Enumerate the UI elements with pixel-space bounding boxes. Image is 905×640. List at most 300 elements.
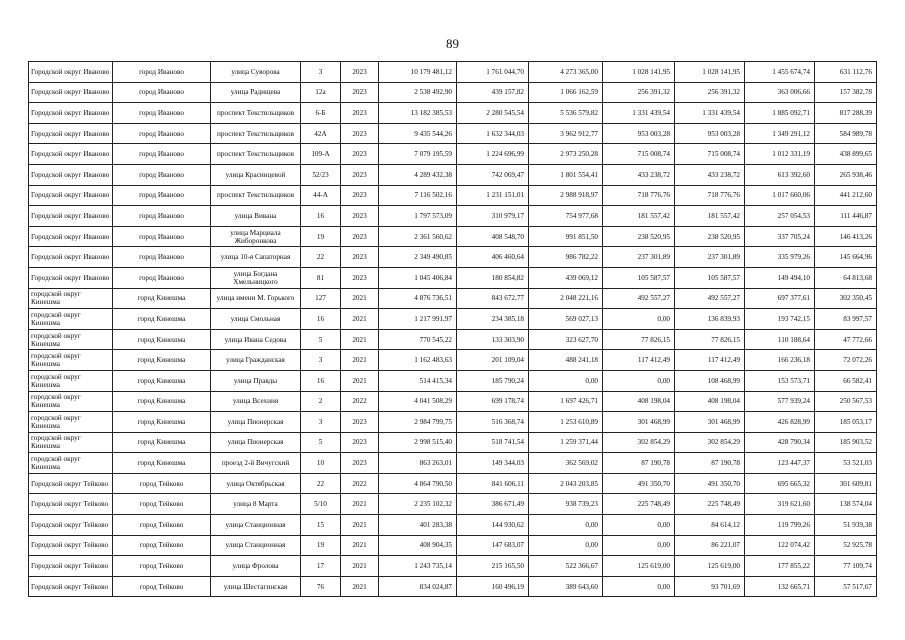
- cell-cost-col-2: 1 761 044,70: [457, 62, 529, 83]
- cell-cost-col-5: 87 190,78: [675, 453, 745, 474]
- cell-city: город Иваново: [113, 62, 211, 83]
- table-row: [29, 412, 877, 433]
- cell-district: городской округ Кинешма: [29, 391, 113, 412]
- cell-cost-col-2: 408 548,70: [457, 226, 529, 247]
- cell-cost-col-4: 117 412,49: [603, 350, 675, 371]
- cell-cost-col-6: 695 665,32: [745, 473, 815, 494]
- cell-district: городской округ Кинешма: [29, 370, 113, 391]
- cell-year: 2021: [341, 576, 379, 597]
- cell-year: 2023: [341, 432, 379, 453]
- cell-cost-col-4: 302 854,29: [603, 432, 675, 453]
- cell-district: Городской округ Иваново: [29, 206, 113, 227]
- cell-cost-col-3: 991 851,50: [529, 226, 603, 247]
- cell-street: улица Октябрьская: [211, 473, 301, 494]
- cell-cost-col-3: 1 801 554,41: [529, 164, 603, 185]
- cell-district: Городской округ Тейково: [29, 494, 113, 515]
- cell-cost-col-4: 491 350,70: [603, 473, 675, 494]
- cell-cost-col-2: 215 165,50: [457, 556, 529, 577]
- table-row: [29, 62, 877, 83]
- cell-cost-col-4: 0,00: [603, 309, 675, 330]
- table-body: [29, 62, 877, 597]
- cell-cost-col-2: 234 385,18: [457, 309, 529, 330]
- cell-cost-col-4: 0,00: [603, 515, 675, 536]
- cell-cost-col-5: 237 301,89: [675, 247, 745, 268]
- cell-house-number: 42А: [301, 123, 341, 144]
- cell-cost-col-6: 257 054,53: [745, 206, 815, 227]
- cell-year: 2021: [341, 535, 379, 556]
- cell-street: улица Станционная: [211, 515, 301, 536]
- table-row: [29, 535, 877, 556]
- cell-total-cost: 2 235 102,32: [379, 494, 457, 515]
- cell-district: Городской округ Иваново: [29, 247, 113, 268]
- cell-cost-col-2: 518 741,54: [457, 432, 529, 453]
- cell-cost-col-2: 185 790,24: [457, 370, 529, 391]
- cell-cost-col-7: 51 939,38: [815, 515, 877, 536]
- cell-cost-col-6: 363 006,66: [745, 82, 815, 103]
- cell-cost-col-2: 180 854,82: [457, 267, 529, 288]
- cell-cost-col-4: 1 028 141,95: [603, 62, 675, 83]
- cell-year: 2021: [341, 370, 379, 391]
- cell-district: городской округ Кинешма: [29, 288, 113, 309]
- cell-cost-col-5: 181 557,42: [675, 206, 745, 227]
- cell-street: улица имени М. Горького: [211, 288, 301, 309]
- cell-cost-col-5: 225 748,49: [675, 494, 745, 515]
- cell-cost-col-7: 53 521,03: [815, 453, 877, 474]
- cell-cost-col-2: 742 069,47: [457, 164, 529, 185]
- cell-house-number: 16: [301, 370, 341, 391]
- cell-street: улица Пионерская: [211, 432, 301, 453]
- table-row: [29, 288, 877, 309]
- cell-cost-col-3: 0,00: [529, 370, 603, 391]
- cell-district: Городской округ Иваново: [29, 164, 113, 185]
- cell-district: Городской округ Тейково: [29, 515, 113, 536]
- cell-house-number: 12а: [301, 82, 341, 103]
- cell-cost-col-3: 1 259 371,44: [529, 432, 603, 453]
- cell-street: проезд 2-й Вичугский: [211, 453, 301, 474]
- cell-city: город Иваново: [113, 226, 211, 247]
- cell-house-number: 5: [301, 329, 341, 350]
- cell-cost-col-3: 2 988 918,97: [529, 185, 603, 206]
- table-row: [29, 494, 877, 515]
- table-row: [29, 247, 877, 268]
- cell-cost-col-6: 697 377,61: [745, 288, 815, 309]
- cell-cost-col-6: 428 790,34: [745, 432, 815, 453]
- cell-house-number: 19: [301, 535, 341, 556]
- cell-district: Городской округ Тейково: [29, 535, 113, 556]
- cell-cost-col-2: 516 368,74: [457, 412, 529, 433]
- cell-cost-col-3: 488 241,18: [529, 350, 603, 371]
- cell-total-cost: 4 289 432,38: [379, 164, 457, 185]
- cell-street: улица Пионерская: [211, 412, 301, 433]
- table-row: [29, 453, 877, 474]
- cell-cost-col-6: 1 349 291,12: [745, 123, 815, 144]
- cell-total-cost: 13 182 385,53: [379, 103, 457, 124]
- cell-city: город Иваново: [113, 144, 211, 165]
- cell-cost-col-4: 408 198,04: [603, 391, 675, 412]
- cell-cost-col-3: 1 066 162,59: [529, 82, 603, 103]
- cell-cost-col-2: 160 496,19: [457, 576, 529, 597]
- cell-year: 2021: [341, 494, 379, 515]
- cell-street: улица Правды: [211, 370, 301, 391]
- cell-cost-col-5: 77 826,15: [675, 329, 745, 350]
- cell-city: город Кинешма: [113, 370, 211, 391]
- cell-cost-col-6: 1 885 092,71: [745, 103, 815, 124]
- table-row: [29, 576, 877, 597]
- cell-house-number: 127: [301, 288, 341, 309]
- cell-district: Городской округ Иваново: [29, 144, 113, 165]
- cell-total-cost: 7 116 502,16: [379, 185, 457, 206]
- cell-cost-col-5: 491 350,70: [675, 473, 745, 494]
- page-number: 89: [446, 36, 459, 51]
- cell-city: город Кинешма: [113, 350, 211, 371]
- cell-cost-col-5: 715 008,74: [675, 144, 745, 165]
- cell-cost-col-6: 613 392,60: [745, 164, 815, 185]
- cell-district: Городской округ Иваново: [29, 123, 113, 144]
- cell-total-cost: 10 179 481,12: [379, 62, 457, 83]
- cell-street: улица Ивана Седова: [211, 329, 301, 350]
- cell-cost-col-6: 119 799,26: [745, 515, 815, 536]
- cell-year: 2021: [341, 329, 379, 350]
- cell-city: город Тейково: [113, 576, 211, 597]
- cell-cost-col-4: 0,00: [603, 370, 675, 391]
- cell-total-cost: 401 283,38: [379, 515, 457, 536]
- cell-district: городской округ Кинешма: [29, 453, 113, 474]
- cell-city: город Иваново: [113, 185, 211, 206]
- cell-cost-col-3: 1 253 610,89: [529, 412, 603, 433]
- cell-cost-col-3: 0,00: [529, 515, 603, 536]
- cell-cost-col-7: 441 212,60: [815, 185, 877, 206]
- cell-district: Городской округ Иваново: [29, 185, 113, 206]
- cell-district: городской округ Кинешма: [29, 412, 113, 433]
- cell-cost-col-6: 166 236,18: [745, 350, 815, 371]
- cell-street: улица Суворова: [211, 62, 301, 83]
- cell-district: Городской округ Иваново: [29, 62, 113, 83]
- cell-city: город Кинешма: [113, 432, 211, 453]
- data-table: [28, 61, 877, 597]
- cell-cost-col-4: 125 619,00: [603, 556, 675, 577]
- table-row: [29, 329, 877, 350]
- cell-cost-col-6: 177 855,22: [745, 556, 815, 577]
- cell-city: город Иваново: [113, 247, 211, 268]
- cell-year: 2021: [341, 515, 379, 536]
- cell-year: 2023: [341, 82, 379, 103]
- cell-cost-col-7: 66 582,41: [815, 370, 877, 391]
- cell-cost-col-5: 1 028 141,95: [675, 62, 745, 83]
- cell-street: проспект Текстильщиков: [211, 185, 301, 206]
- cell-cost-col-4: 301 468,99: [603, 412, 675, 433]
- cell-total-cost: 1 797 573,09: [379, 206, 457, 227]
- cell-cost-col-7: 302 350,45: [815, 288, 877, 309]
- cell-cost-col-4: 105 587,57: [603, 267, 675, 288]
- cell-cost-col-5: 238 520,95: [675, 226, 745, 247]
- cell-cost-col-4: 238 520,95: [603, 226, 675, 247]
- cell-house-number: 3: [301, 350, 341, 371]
- cell-total-cost: 2 998 515,40: [379, 432, 457, 453]
- cell-cost-col-2: 843 672,77: [457, 288, 529, 309]
- cell-cost-col-5: 125 619,00: [675, 556, 745, 577]
- cell-cost-col-5: 105 587,57: [675, 267, 745, 288]
- table-row: [29, 267, 877, 288]
- cell-total-cost: 2 349 490,85: [379, 247, 457, 268]
- cell-cost-col-5: 302 854,29: [675, 432, 745, 453]
- cell-cost-col-2: 699 178,74: [457, 391, 529, 412]
- cell-year: 2023: [341, 185, 379, 206]
- cell-city: город Кинешма: [113, 288, 211, 309]
- cell-house-number: 17: [301, 556, 341, 577]
- cell-year: 2023: [341, 226, 379, 247]
- cell-year: 2022: [341, 473, 379, 494]
- table-row: [29, 185, 877, 206]
- cell-cost-col-5: 492 557,27: [675, 288, 745, 309]
- cell-cost-col-5: 117 412,49: [675, 350, 745, 371]
- table-row: [29, 556, 877, 577]
- cell-cost-col-3: 986 782,22: [529, 247, 603, 268]
- cell-cost-col-5: 86 221,07: [675, 535, 745, 556]
- cell-cost-col-6: 1 017 660,06: [745, 185, 815, 206]
- cell-city: город Кинешма: [113, 329, 211, 350]
- table-row: [29, 103, 877, 124]
- cell-district: Городской округ Иваново: [29, 226, 113, 247]
- cell-cost-col-2: 1 632 344,03: [457, 123, 529, 144]
- cell-cost-col-7: 52 925,78: [815, 535, 877, 556]
- cell-street: улица Радищева: [211, 82, 301, 103]
- cell-city: город Иваново: [113, 267, 211, 288]
- cell-cost-col-4: 718 776,76: [603, 185, 675, 206]
- table-row: [29, 206, 877, 227]
- cell-city: город Иваново: [113, 206, 211, 227]
- cell-cost-col-7: 138 574,04: [815, 494, 877, 515]
- cell-cost-col-5: 408 198,04: [675, 391, 745, 412]
- cell-cost-col-7: 146 413,26: [815, 226, 877, 247]
- cell-cost-col-4: 87 190,78: [603, 453, 675, 474]
- table-row: [29, 515, 877, 536]
- cell-year: 2021: [341, 350, 379, 371]
- cell-year: 2023: [341, 144, 379, 165]
- cell-street: улица Шестагинская: [211, 576, 301, 597]
- cell-cost-col-5: 84 614,12: [675, 515, 745, 536]
- cell-cost-col-6: 110 188,64: [745, 329, 815, 350]
- cell-house-number: 52/23: [301, 164, 341, 185]
- cell-year: 2023: [341, 123, 379, 144]
- cell-house-number: 3: [301, 62, 341, 83]
- cell-cost-col-5: 718 776,76: [675, 185, 745, 206]
- cell-cost-col-2: 386 671,49: [457, 494, 529, 515]
- table-row: [29, 144, 877, 165]
- cell-street: улица Богдана Хмельницкого: [211, 267, 301, 288]
- cell-cost-col-7: 72 072,26: [815, 350, 877, 371]
- cell-cost-col-2: 841 606,11: [457, 473, 529, 494]
- cell-total-cost: 4 876 736,51: [379, 288, 457, 309]
- cell-cost-col-5: 953 003,28: [675, 123, 745, 144]
- cell-cost-col-3: 2 043 203,85: [529, 473, 603, 494]
- cell-cost-col-6: 193 742,15: [745, 309, 815, 330]
- table-row: [29, 370, 877, 391]
- cell-year: 2022: [341, 391, 379, 412]
- cell-street: улица Смольная: [211, 309, 301, 330]
- cell-cost-col-2: 149 344,03: [457, 453, 529, 474]
- cell-year: 2023: [341, 453, 379, 474]
- cell-year: 2021: [341, 309, 379, 330]
- cell-cost-col-6: 123 447,37: [745, 453, 815, 474]
- cell-house-number: 15: [301, 515, 341, 536]
- cell-cost-col-3: 938 739,23: [529, 494, 603, 515]
- table-row: [29, 473, 877, 494]
- cell-cost-col-5: 301 468,99: [675, 412, 745, 433]
- cell-cost-col-6: 319 621,60: [745, 494, 815, 515]
- cell-district: городской округ Кинешма: [29, 309, 113, 330]
- cell-cost-col-7: 83 997,57: [815, 309, 877, 330]
- table-row: [29, 82, 877, 103]
- table-row: [29, 164, 877, 185]
- cell-street: проспект Текстильщиков: [211, 144, 301, 165]
- cell-cost-col-7: 157 382,78: [815, 82, 877, 103]
- cell-total-cost: 834 024,87: [379, 576, 457, 597]
- cell-district: Городской округ Тейково: [29, 576, 113, 597]
- cell-year: 2023: [341, 206, 379, 227]
- cell-house-number: 19: [301, 226, 341, 247]
- cell-cost-col-7: 631 112,76: [815, 62, 877, 83]
- cell-district: городской округ Кинешма: [29, 329, 113, 350]
- cell-city: город Кинешма: [113, 453, 211, 474]
- cell-cost-col-2: 1 231 151,01: [457, 185, 529, 206]
- cell-cost-col-7: 111 446,87: [815, 206, 877, 227]
- cell-cost-col-7: 77 109,74: [815, 556, 877, 577]
- cell-cost-col-4: 433 238,72: [603, 164, 675, 185]
- cell-year: 2021: [341, 556, 379, 577]
- cell-city: город Кинешма: [113, 412, 211, 433]
- cell-cost-col-6: 337 705,24: [745, 226, 815, 247]
- cell-year: 2023: [341, 247, 379, 268]
- cell-cost-col-3: 2 973 250,28: [529, 144, 603, 165]
- cell-cost-col-2: 2 280 545,54: [457, 103, 529, 124]
- cell-street: улица Марциала Жиборонкова: [211, 226, 301, 247]
- cell-cost-col-6: 1 012 331,19: [745, 144, 815, 165]
- cell-house-number: 2: [301, 391, 341, 412]
- cell-year: 2023: [341, 267, 379, 288]
- cell-cost-col-4: 715 008,74: [603, 144, 675, 165]
- cell-cost-col-4: 225 748,49: [603, 494, 675, 515]
- cell-cost-col-7: 265 938,46: [815, 164, 877, 185]
- cell-total-cost: 7 079 195,59: [379, 144, 457, 165]
- cell-cost-col-6: 577 939,24: [745, 391, 815, 412]
- cell-street: проспект Текстильщиков: [211, 103, 301, 124]
- cell-district: Городской округ Тейково: [29, 473, 113, 494]
- cell-cost-col-7: 47 772,66: [815, 329, 877, 350]
- cell-cost-col-6: 122 074,42: [745, 535, 815, 556]
- cell-house-number: 16: [301, 309, 341, 330]
- cell-cost-col-5: 433 238,72: [675, 164, 745, 185]
- cell-district: Городской округ Тейково: [29, 556, 113, 577]
- cell-cost-col-2: 1 224 696,99: [457, 144, 529, 165]
- cell-street: улица 10-я Сапаторная: [211, 247, 301, 268]
- cell-cost-col-3: 323 627,70: [529, 329, 603, 350]
- cell-cost-col-3: 0,00: [529, 535, 603, 556]
- table-row: [29, 226, 877, 247]
- cell-total-cost: 9 435 544,26: [379, 123, 457, 144]
- cell-cost-col-6: 149 494,10: [745, 267, 815, 288]
- cell-street: улица Вивана: [211, 206, 301, 227]
- cell-total-cost: 4 041 508,29: [379, 391, 457, 412]
- cell-house-number: 44-А: [301, 185, 341, 206]
- cell-cost-col-2: 133 303,90: [457, 329, 529, 350]
- cell-cost-col-6: 132 665,71: [745, 576, 815, 597]
- cell-cost-col-5: 108 468,99: [675, 370, 745, 391]
- cell-cost-col-2: 147 683,07: [457, 535, 529, 556]
- cell-city: город Иваново: [113, 164, 211, 185]
- cell-total-cost: 1 243 735,14: [379, 556, 457, 577]
- cell-cost-col-4: 492 557,27: [603, 288, 675, 309]
- cell-street: улица 8 Марта: [211, 494, 301, 515]
- cell-cost-col-6: 1 455 674,74: [745, 62, 815, 83]
- cell-total-cost: 514 415,34: [379, 370, 457, 391]
- cell-total-cost: 2 984 799,75: [379, 412, 457, 433]
- cell-city: город Тейково: [113, 473, 211, 494]
- cell-cost-col-4: 0,00: [603, 535, 675, 556]
- cell-cost-col-6: 335 979,26: [745, 247, 815, 268]
- cell-cost-col-3: 522 366,67: [529, 556, 603, 577]
- cell-total-cost: 1 217 991,97: [379, 309, 457, 330]
- table-row: [29, 123, 877, 144]
- cell-street: улица Фролова: [211, 556, 301, 577]
- cell-street: улица Красинцевой: [211, 164, 301, 185]
- cell-cost-col-5: 256 391,32: [675, 82, 745, 103]
- cell-house-number: 81: [301, 267, 341, 288]
- cell-city: город Тейково: [113, 494, 211, 515]
- cell-total-cost: 2 538 492,90: [379, 82, 457, 103]
- cell-year: 2021: [341, 288, 379, 309]
- cell-total-cost: 863 263,01: [379, 453, 457, 474]
- cell-district: городской округ Кинешма: [29, 350, 113, 371]
- cell-city: город Тейково: [113, 556, 211, 577]
- cell-cost-col-3: 569 027,13: [529, 309, 603, 330]
- cell-cost-col-4: 1 331 439,54: [603, 103, 675, 124]
- cell-cost-col-2: 310 979,17: [457, 206, 529, 227]
- cell-cost-col-4: 181 557,42: [603, 206, 675, 227]
- table-row: [29, 309, 877, 330]
- cell-cost-col-2: 201 109,04: [457, 350, 529, 371]
- cell-year: 2023: [341, 164, 379, 185]
- cell-cost-col-7: 584 989,78: [815, 123, 877, 144]
- cell-city: город Иваново: [113, 103, 211, 124]
- cell-city: город Иваново: [113, 82, 211, 103]
- cell-cost-col-7: 438 899,65: [815, 144, 877, 165]
- cell-city: город Тейково: [113, 535, 211, 556]
- cell-district: городской округ Кинешма: [29, 432, 113, 453]
- cell-total-cost: 770 545,22: [379, 329, 457, 350]
- cell-house-number: 3: [301, 412, 341, 433]
- cell-house-number: 22: [301, 473, 341, 494]
- cell-total-cost: 4 864 790,50: [379, 473, 457, 494]
- table-row: [29, 391, 877, 412]
- cell-cost-col-7: 185 903,52: [815, 432, 877, 453]
- cell-cost-col-6: 426 828,99: [745, 412, 815, 433]
- table-row: [29, 432, 877, 453]
- cell-house-number: 22: [301, 247, 341, 268]
- cell-total-cost: 1 162 483,63: [379, 350, 457, 371]
- cell-city: город Иваново: [113, 123, 211, 144]
- cell-year: 2023: [341, 412, 379, 433]
- cell-total-cost: 1 045 406,84: [379, 267, 457, 288]
- cell-street: улица Гражданская: [211, 350, 301, 371]
- cell-cost-col-4: 0,00: [603, 576, 675, 597]
- cell-cost-col-3: 4 273 365,00: [529, 62, 603, 83]
- cell-year: 2023: [341, 62, 379, 83]
- cell-cost-col-5: 1 331 439,54: [675, 103, 745, 124]
- cell-district: Городской округ Иваново: [29, 267, 113, 288]
- cell-cost-col-7: 64 813,68: [815, 267, 877, 288]
- cell-house-number: 16: [301, 206, 341, 227]
- cell-cost-col-3: 362 569,02: [529, 453, 603, 474]
